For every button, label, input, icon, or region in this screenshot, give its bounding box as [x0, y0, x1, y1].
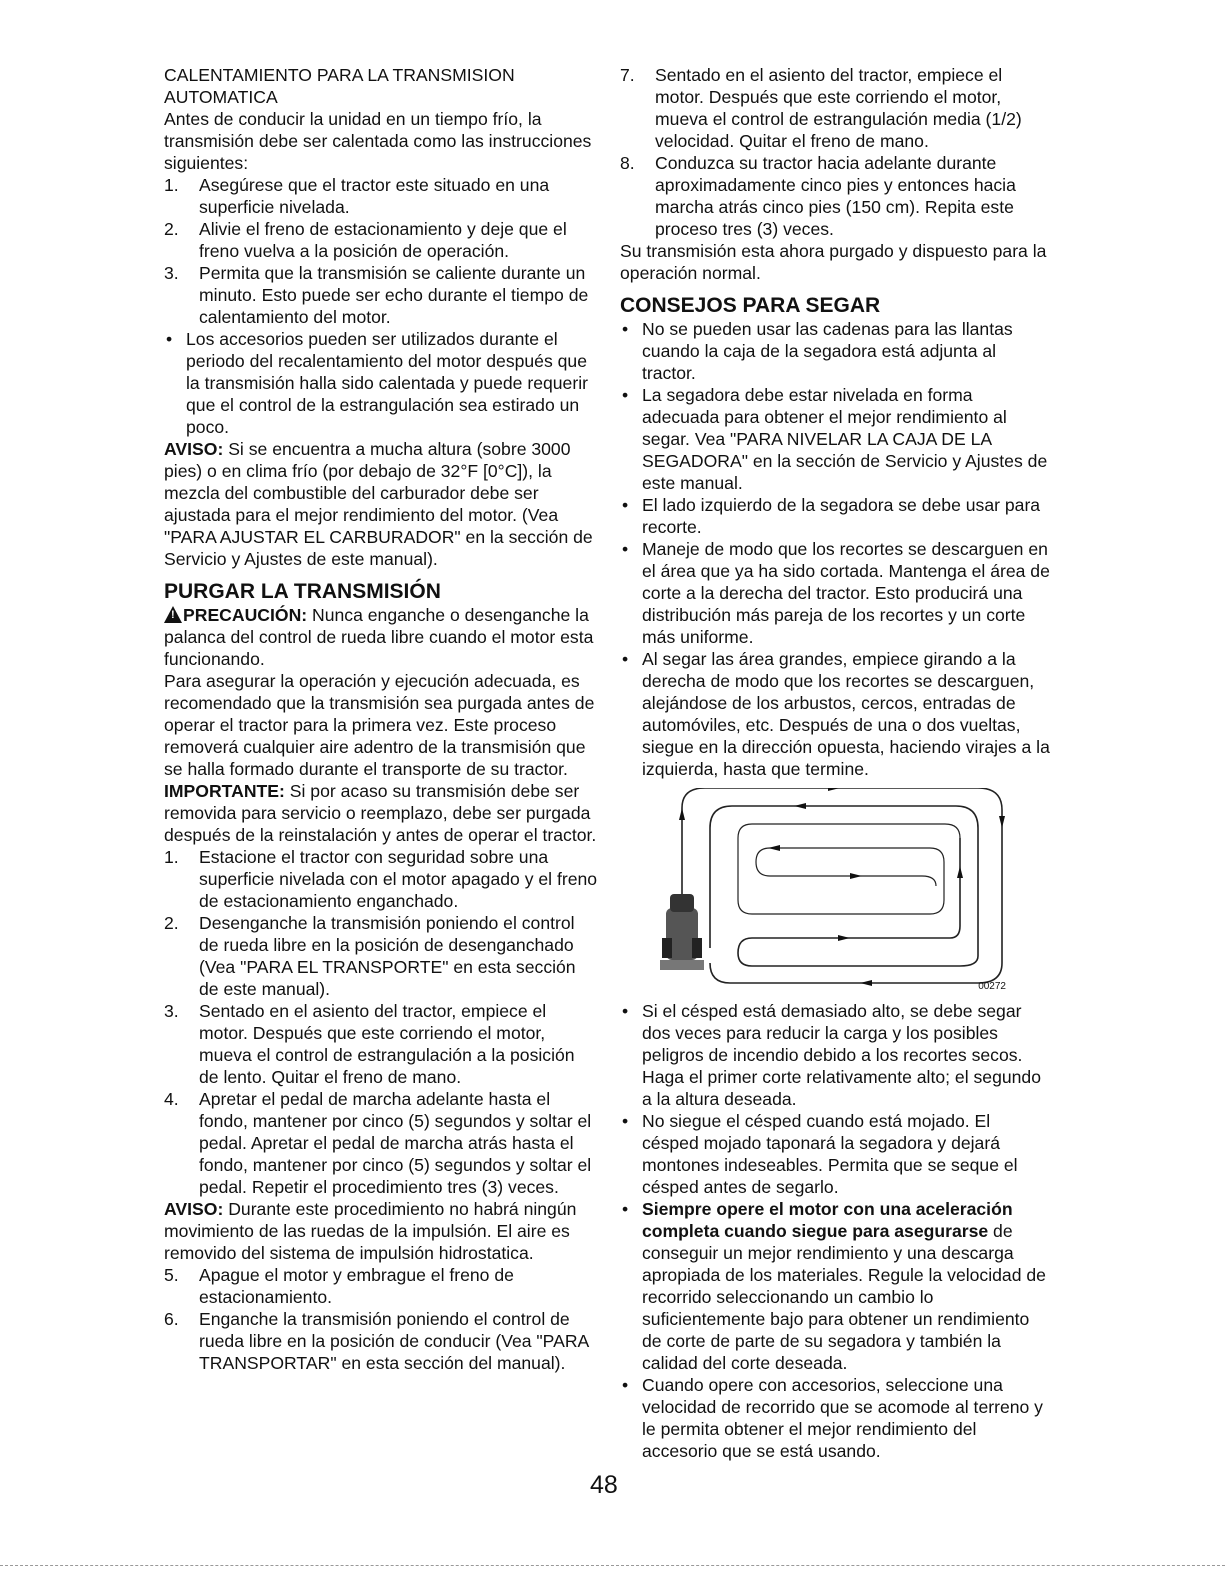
purge-conclusion: Su transmisión esta ahora purgado y dispuesto para la operación normal.: [620, 241, 1047, 283]
arrow-left-bottom: [860, 980, 872, 986]
right-column: [620, 64, 1050, 1462]
bullet-text: No se pueden usar las cadenas para las llantas cuando la caja de la segadora está adjunta al tractor.: [642, 319, 1013, 383]
step-number: 1.: [164, 175, 179, 195]
step-text: Estacione el tractor con seguridad sobre una superficie nivelada con el motor apagado y el freno de estacionamiento enganchado.: [199, 847, 598, 911]
bullet-dot: •: [622, 495, 629, 515]
outer-loop-path: [682, 788, 1002, 983]
step-text: Sentado en el asiento del tractor, empiece el motor. Después que este corriendo el motor, mueva el control de estrangulación a la posición de lento. Quitar el freno de mano.: [199, 1001, 575, 1087]
step-text: Enganche la transmisión poniendo el control de rueda libre en la posición de conducir (Vea "PARA TRANSPORTAR" en esta sección del manual).: [199, 1309, 589, 1373]
numbered-step: [620, 64, 1050, 152]
bullet-dot: •: [166, 329, 173, 349]
step-number: 7.: [620, 65, 635, 85]
step-number: 1.: [164, 847, 179, 867]
step-number: 3.: [164, 263, 179, 283]
bold-bullet-strong: Siempre opere el motor con una aceleración completa cuando siegue para asegurarse: [642, 1199, 1013, 1241]
last-bullet-text: Cuando opere con accesorios, seleccione una velocidad de recorrido que se acomode al terreno y le permita obtener el mejor rendimiento del accesorio que se está usando.: [642, 1375, 1043, 1461]
arrow-right-inner: [850, 873, 862, 879]
mowing-section-title: CONSEJOS PARA SEGAR: [620, 294, 881, 317]
bullet-text: No siegue el césped cuando está mojado. El césped mojado taponará la segadora y dejará montones indeseables. Permita que se seque el césped antes de segarlo.: [642, 1111, 1018, 1197]
bullet-dot: •: [622, 319, 629, 339]
bullet-item: [620, 648, 1050, 780]
bullet-text: Maneje de modo que los recortes se descarguen en el área que ya ha sido cortada. Mantenga el área de corte a la derecha del tractor. Esto producirá una distribución más pareja de los recortes y un corte más uniforme.: [642, 539, 1050, 647]
warmup-heading-line-1: CALENTAMIENTO PARA LA TRANSMISION: [164, 65, 515, 85]
bullet-item: [620, 318, 1050, 384]
warmup-intro: Antes de conducir la unidad en un tiempo frío, la transmisión debe ser calentada como las instrucciones siguientes:: [164, 109, 592, 173]
numbered-step: [164, 1264, 598, 1308]
arrow-up-right-inner: [957, 866, 963, 878]
mowing-tip-last: [620, 1374, 1050, 1462]
importante-text: Si por acaso su transmisión debe ser removida para servicio o reemplazo, debe ser purgada después de la reinstalación y antes de operar el tractor.: [164, 781, 597, 845]
bullet-item: [620, 494, 1050, 538]
mowing-tip-bold: [620, 1198, 1050, 1374]
arrow-left-inner: [768, 845, 780, 851]
tractor-illustration: [660, 894, 704, 970]
mowing-tips-list-a: [620, 318, 1050, 780]
bottom-divider: [0, 1565, 1225, 1566]
arrow-left-mid: [794, 803, 806, 809]
mowing-pattern-svg: [660, 788, 1020, 996]
precaucion-paragraph: [164, 604, 598, 670]
aviso-altitude: [164, 438, 598, 570]
page-number: 48: [590, 1471, 618, 1499]
bullet-dot: •: [622, 1199, 629, 1219]
step-number: 4.: [164, 1089, 179, 1109]
warmup-heading-line-2: AUTOMATICA: [164, 87, 278, 107]
purge-steps-list-c: [620, 64, 1050, 240]
step-text: Apague el motor y embrague el freno de estacionamiento.: [199, 1265, 514, 1307]
bullet-dot: •: [622, 385, 629, 405]
arrow-up-left: [679, 808, 685, 820]
warning-icon-glyph: !: [171, 609, 175, 621]
numbered-step: [164, 218, 598, 262]
bullet-item: [620, 1110, 1050, 1198]
aviso-text: Si se encuentra a mucha altura (sobre 3000 pies) o en clima frío (por debajo de 32°F [0°C]), la mezcla del combustible del carburador debe ser ajustada para el mejor rendimiento del motor. (Vea "PARA AJUSTAR EL CARBURADOR" en la sección de Servicio y Ajustes de este manual).: [164, 439, 593, 569]
purge-section-title: PURGAR LA TRANSMISIÓN: [164, 580, 441, 603]
numbered-step: [620, 152, 1050, 240]
step-number: 3.: [164, 1001, 179, 1021]
bullet-item: [620, 384, 1050, 494]
warmup-steps-list: [164, 174, 598, 328]
aviso-label: AVISO:: [164, 1199, 224, 1219]
step-text: Asegúrese que el tractor este situado en una superficie nivelada.: [199, 175, 550, 217]
importante-paragraph: [164, 780, 598, 846]
bullet-item: [620, 538, 1050, 648]
step-number: 2.: [164, 913, 179, 933]
bullet-dot: •: [622, 1001, 629, 1021]
step-text: Sentado en el asiento del tractor, empiece el motor. Después que este corriendo el motor, mueva el control de estrangulación media (1/2) velocidad. Quitar el freno de mano.: [655, 65, 1022, 151]
left-column: [164, 64, 598, 1374]
tractor-seat: [670, 894, 694, 912]
bullet-item: [620, 1000, 1050, 1110]
warning-triangle-icon: [164, 606, 182, 623]
aviso-text: Durante este procedimiento no habrá ningún movimiento de las ruedas de la impulsión. El aire es removido del sistema de impulsión hidrostatica.: [164, 1199, 577, 1263]
mowing-path-loops: [682, 788, 1002, 983]
numbered-step: [164, 1308, 598, 1374]
numbered-step: [164, 1000, 598, 1088]
mower-deck: [660, 960, 704, 970]
purge-intro: Para asegurar la operación y ejecución adecuada, es recomendado que la transmisión sea purgada antes de operar el tractor para la primera vez. Este proceso removerá cualquier aire adentro de la transmisión que se halla formado durante el transporte de su tractor.: [164, 671, 595, 779]
numbered-step: [164, 846, 598, 912]
warmup-bullet: [164, 328, 598, 438]
inner-loop-path: [738, 824, 960, 914]
bullet-dot: •: [622, 1375, 629, 1395]
direction-arrows: [679, 788, 1005, 986]
bullet-dot: •: [622, 539, 629, 559]
purge-steps-list-a: [164, 846, 598, 1198]
step-number: 8.: [620, 153, 635, 173]
purge-steps-list-b: [164, 1264, 598, 1374]
bullet-dot: •: [622, 1111, 629, 1131]
step-number: 5.: [164, 1265, 179, 1285]
step-number: 6.: [164, 1309, 179, 1329]
aviso-label: AVISO:: [164, 439, 224, 459]
tractor-wheel-left: [662, 938, 672, 958]
precaucion-text: Nunca enganche o desenganche la palanca del control de rueda libre cuando el motor esta funcionando.: [164, 605, 594, 669]
bold-bullet-rest: de conseguir un mejor rendimiento y una descarga apropiada de los materiales. Regule la velocidad de recorrido seleccionando un cambio lo suficientemente bajo para obtener un rendimiento de corte de parte de su segadora y también la calidad del corte deseada.: [642, 1221, 1046, 1373]
figure-code: 00272: [978, 981, 1006, 992]
step-text: Apretar el pedal de marcha adelante hasta el fondo, mantener por cinco (5) segundos y soltar el pedal. Apretar el pedal de marcha atrás hasta el fondo, mantener por cinco (5) segundos y soltar el pedal. Repetir el procedimiento tres (3) veces.: [199, 1089, 592, 1197]
arrow-right-low: [838, 935, 850, 941]
step-text: Alivie el freno de estacionamiento y deje que el freno vuelva a la posición de operación.: [199, 219, 567, 261]
numbered-step: [164, 1088, 598, 1198]
bullet-dot: •: [622, 649, 629, 669]
precaucion-label: PRECAUCIÓN:: [183, 605, 308, 625]
bullet-text: Al segar las área grandes, empiece girando a la derecha de modo que los recortes se descarguen, alejándose de los arbustos, cercos, entradas de automóviles, etc. Después de una o dos vueltas, siegue en la dirección opuesta, haciendo virajes a la izquierda, hasta que termine.: [642, 649, 1050, 779]
arrow-down-right: [999, 816, 1005, 828]
bullet-text: Si el césped está demasiado alto, se debe segar dos veces para reducir la carga y los posibles peligros de incendio debido a los recortes secos. Haga el primer corte relativamente alto; el segundo a la altura deseada.: [642, 1001, 1042, 1109]
warmup-bullet-text: Los accesorios pueden ser utilizados durante el periodo del recalentamiento del motor después que la transmisión halla sido calentada y puede requerir que el control de la estrangulación sea estirado un poco.: [186, 329, 588, 437]
bullet-text: La segadora debe estar nivelada en forma adecuada para obtener el mejor rendimiento al segar. Vea "PARA NIVELAR LA CAJA DE LA SEGADORA" en la sección de Servicio y Ajustes de este manual.: [642, 385, 1048, 493]
step-number: 2.: [164, 219, 179, 239]
bullet-text: El lado izquierdo de la segadora se debe usar para recorte.: [642, 495, 1041, 537]
importante-label: IMPORTANTE:: [164, 781, 285, 801]
numbered-step: [164, 174, 598, 218]
middle-loop-path: [710, 806, 978, 966]
mowing-tips-list-b: [620, 1000, 1050, 1198]
step-text: Permita que la transmisión se caliente durante un minuto. Esto puede ser echo durante el tiempo de calentamiento del motor.: [199, 263, 589, 327]
numbered-step: [164, 262, 598, 328]
numbered-step: [164, 912, 598, 1000]
step-text: Conduzca su tractor hacia adelante durante aproximadamente cinco pies y entonces hacia marcha atrás cinco pies (150 cm). Repita este proceso tres (3) veces.: [655, 153, 1016, 239]
tractor-wheel-right: [692, 938, 702, 958]
step-text: Desenganche la transmisión poniendo el control de rueda libre en la posición de desenganchado (Vea "PARA EL TRANSPORTE" en esta sección de este manual).: [199, 913, 576, 999]
mowing-pattern-diagram: [660, 788, 1020, 996]
aviso-no-movement: [164, 1198, 598, 1264]
